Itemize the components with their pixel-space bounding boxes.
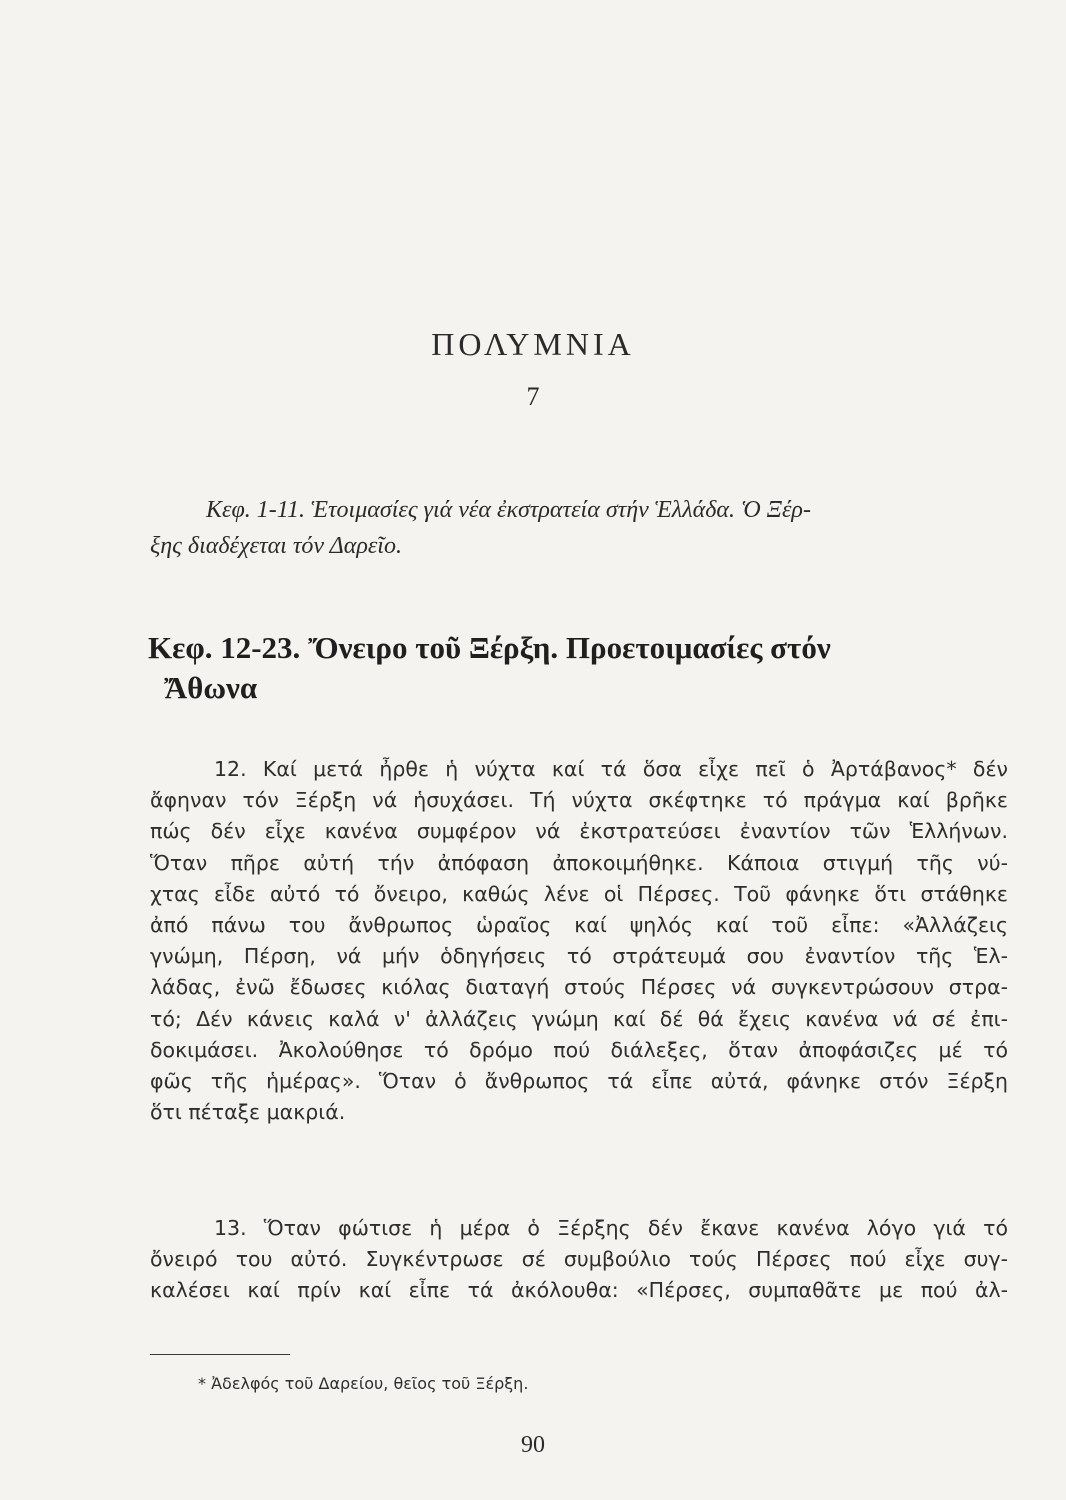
paragraph-13	[150, 1213, 1008, 1307]
summary-line: ξης διαδέχεται τόν Δαρεῖο.	[150, 533, 402, 559]
text-line: 12. Καί μετά ἦρθε ἡ νύχτα καί τά ὅσα εἶχε πεῖ ὁ Ἀρτάβανος* δέν	[214, 757, 1008, 781]
text-line: ἀπό πάνω του ἄνθρωπος ὡραῖος καί ψηλός καί τοῦ εἶπε: «Ἀλλάζεις	[150, 913, 1008, 938]
text-line: χτας εἶδε αὐτό τό ὄνειρο, καθώς λένε οἱ Πέρσες. Τοῦ φάνηκε ὅτι στάθηκε	[150, 881, 1008, 906]
chapter-summary	[150, 492, 1006, 564]
footnote-divider	[150, 1354, 290, 1355]
text-line: ἄφηναν τόν Ξέρξη νά ἡσυχάσει. Τή νύχτα σκέφτηκε τό πράγμα καί βρῆκε	[150, 788, 1008, 813]
chapter-heading-line: Ἄθωνα	[164, 670, 258, 705]
page-number: 90	[521, 1432, 545, 1458]
text-line: λάδας, ἐνῶ ἔδωσες κιόλας διαταγή στούς Πέρσες νά συγκεντρώσουν στρα-	[150, 975, 1008, 1000]
paragraph-12	[150, 754, 1008, 1128]
text-line: γνώμη, Πέρση, νά μήν ὁδηγήσεις τό στράτευμά σου ἐναντίον τῆς Ἑλ-	[150, 944, 1008, 969]
chapter-heading-line: Κεφ. 12-23. Ὄνειρο τοῦ Ξέρξη. Προετοιμασίες στόν	[148, 630, 831, 665]
text-line: 13. Ὅταν φώτισε ἡ μέρα ὁ Ξέρξης δέν ἔκανε κανένα λόγο γιά τό	[214, 1216, 1008, 1240]
book-number: 7	[526, 382, 540, 411]
text-line: Ὅταν πῆρε αὐτή τήν ἀπόφαση ἀποκοιμήθηκε. Κάποια στιγμή τῆς νύ-	[150, 850, 1008, 875]
chapter-heading	[148, 628, 1010, 708]
footnote: * Ἀδελφός τοῦ Δαρείου, θεῖος τοῦ Ξέρξη.	[198, 1374, 529, 1393]
text-line: ὅτι πέταξε μακριά.	[150, 1100, 346, 1125]
text-line: ὄνειρό του αὐτό. Συγκέντρωσε σέ συμβούλιο τούς Πέρσες πού εἶχε συγ-	[150, 1247, 1008, 1272]
text-line: φῶς τῆς ἡμέρας». Ὅταν ὁ ἄνθρωπος τά εἶπε αὐτά, φάνηκε στόν Ξέρξη	[150, 1069, 1008, 1094]
text-line: δοκιμάσει. Ἀκολούθησε τό δρόμο πού διάλεξες, ὅταν ἀποφάσιζες μέ τό	[150, 1037, 1008, 1062]
summary-line: Κεφ. 1-11. Ἑτοιμασίες γιά νέα ἐκστρατεία στήν Ἑλλάδα. Ὁ Ξέρ-	[206, 497, 811, 523]
text-line: καλέσει καί πρίν καί εἶπε τά ἀκόλουθα: «Πέρσες, συμπαθᾶτε με πού ἀλ-	[150, 1278, 1008, 1303]
text-line: πώς δέν εἶχε κανένα συμφέρον νά ἐκστρατεύσει ἐναντίον τῶν Ἑλλήνων.	[150, 819, 1008, 844]
text-line: τό; Δέν κάνεις καλά ν' ἀλλάζεις γνώμη καί δέ θά ἔχεις κανένα νά σέ ἐπι-	[150, 1006, 1008, 1031]
book-title: ΠΟΛΥΜΝΙΑ	[431, 326, 635, 362]
